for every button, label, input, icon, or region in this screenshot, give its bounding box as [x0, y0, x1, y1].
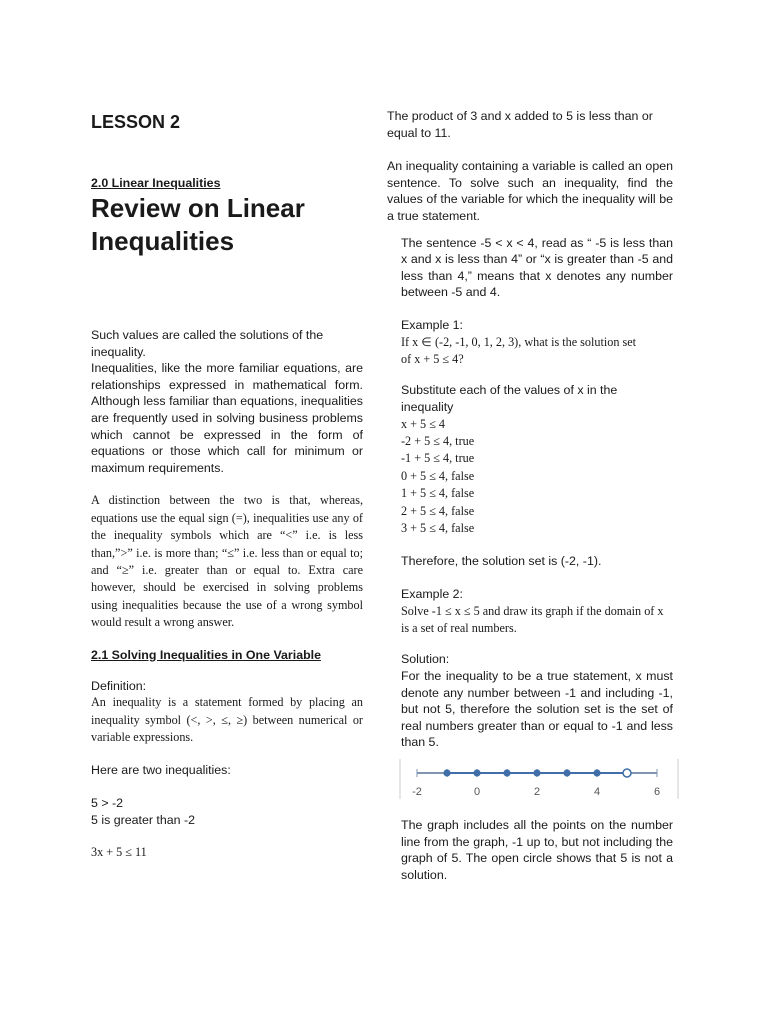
section-heading: 2.0 Linear Inequalities	[91, 176, 221, 190]
graph-note: The graph includes all the points on the number line from the graph, -1 up to, but not including the graph of 5. The open circle shows that 5 is not a solution.	[401, 817, 673, 882]
example-1	[401, 317, 673, 751]
example-2-question: Solve -1 ≤ x ≤ 5 and draw its graph if the domain of x is a set of real numbers.	[401, 603, 664, 635]
step-item: 3 + 5 ≤ 4, false	[401, 520, 475, 535]
filled-point	[473, 769, 480, 776]
step-item: 1 + 5 ≤ 4, false	[401, 486, 475, 501]
number-line-tick-label: -2	[412, 785, 422, 798]
therefore-text: Therefore, the solution set is (-2, -1).	[401, 554, 602, 569]
step-item: 0 + 5 ≤ 4, false	[401, 468, 475, 483]
sentence-example: The sentence -5 < x < 4, read as “ -5 is less than x and x is less than 4” or “x is greater than -5 and less than 4,” means that x denotes any number between -5 and 4.	[401, 235, 673, 300]
lesson-label: LESSON 2	[91, 112, 181, 132]
example-1-question-line-2: of x + 5 ≤ 4?	[401, 351, 464, 366]
inequality-2: 3x + 5 ≤ 11	[91, 845, 147, 860]
filled-point	[593, 769, 600, 776]
definition-label: Definition:	[91, 678, 147, 693]
right-column	[387, 108, 673, 883]
distinction-paragraph: A distinction between the two is that, whereas, equations use the equal sign (=), inequalities use any of the inequality symbols which are “<” i.e. is less than,”>” i.e. is more than; “≤” i.e. less than or equal to; and “≥” i.e. greater than or equal to. Extra care however, should be exercised in solving problems using inequalities because the use of a wrong symbol would result a wrong answer.	[91, 493, 363, 630]
inequality-1: 5 > -2	[91, 796, 124, 810]
number-line-tick-label: 4	[593, 785, 601, 798]
step-item: -2 + 5 ≤ 4, true	[401, 433, 475, 448]
step-item: 2 + 5 ≤ 4, false	[401, 503, 475, 518]
definition-text: An inequality is a statement formed by placing an inequality symbol (<, >, ≤, ≥) between numerical or variable expressions.	[91, 695, 363, 744]
number-line-tick-label: 0	[473, 785, 481, 798]
title-line-2: Inequalities	[91, 226, 235, 256]
step-item: x + 5 ≤ 4	[401, 416, 446, 431]
page-title	[91, 192, 363, 258]
solution-label: Solution:	[401, 652, 450, 667]
example-2-label: Example 2:	[401, 586, 463, 601]
step-item: -1 + 5 ≤ 4, true	[401, 451, 475, 466]
filled-point	[503, 769, 510, 776]
inequality-1-words: 5 is greater than -2	[91, 812, 196, 827]
substitute-text: Substitute each of the values of x in the inequality	[401, 383, 618, 414]
intro-paragraph-2: Inequalities, like the more familiar equations, are relationships expressed in mathematical form. Although less familiar than equations, inequalities are frequently used in solving business problems which cannot be expressed in the form of equations or those which call for minimum or maximum requirements.	[91, 361, 363, 475]
filled-point	[533, 769, 540, 776]
open-sentence-paragraph: An inequality containing a variable is called an open sentence. To solve such an inequality, find the values of the variable for which the inequality will be a true statement.	[387, 159, 673, 223]
substitution-steps	[401, 416, 673, 538]
filled-point	[563, 769, 570, 776]
left-column	[91, 108, 363, 862]
number-line-tick-label: 6	[653, 785, 661, 798]
intro-paragraph-1: Such values are called the solutions of the inequality.	[91, 328, 324, 359]
two-inequalities-intro: Here are two inequalities:	[91, 763, 231, 778]
example-1-label: Example 1:	[401, 317, 463, 332]
number-line-tick-label: 2	[533, 785, 541, 798]
solution-text: For the inequality to be a true statement, x must denote any number between -1 and including -1, but not 5, therefore the solution set is the set of real numbers greater than or equal to -1 and less than 5.	[401, 668, 673, 750]
open-point	[623, 769, 631, 777]
filled-point	[443, 769, 450, 776]
product-text: The product of 3 and x added to 5 is less than or equal to 11.	[387, 109, 653, 140]
example-1-question-line-1: If x ∈ (-2, -1, 0, 1, 2, 3), what is the solution set	[401, 334, 637, 349]
number-line-svg	[399, 759, 679, 807]
title-line-1: Review on Linear	[91, 193, 305, 223]
subsection-heading: 2.1 Solving Inequalities in One Variable	[91, 647, 321, 662]
number-line-graph	[399, 759, 679, 815]
